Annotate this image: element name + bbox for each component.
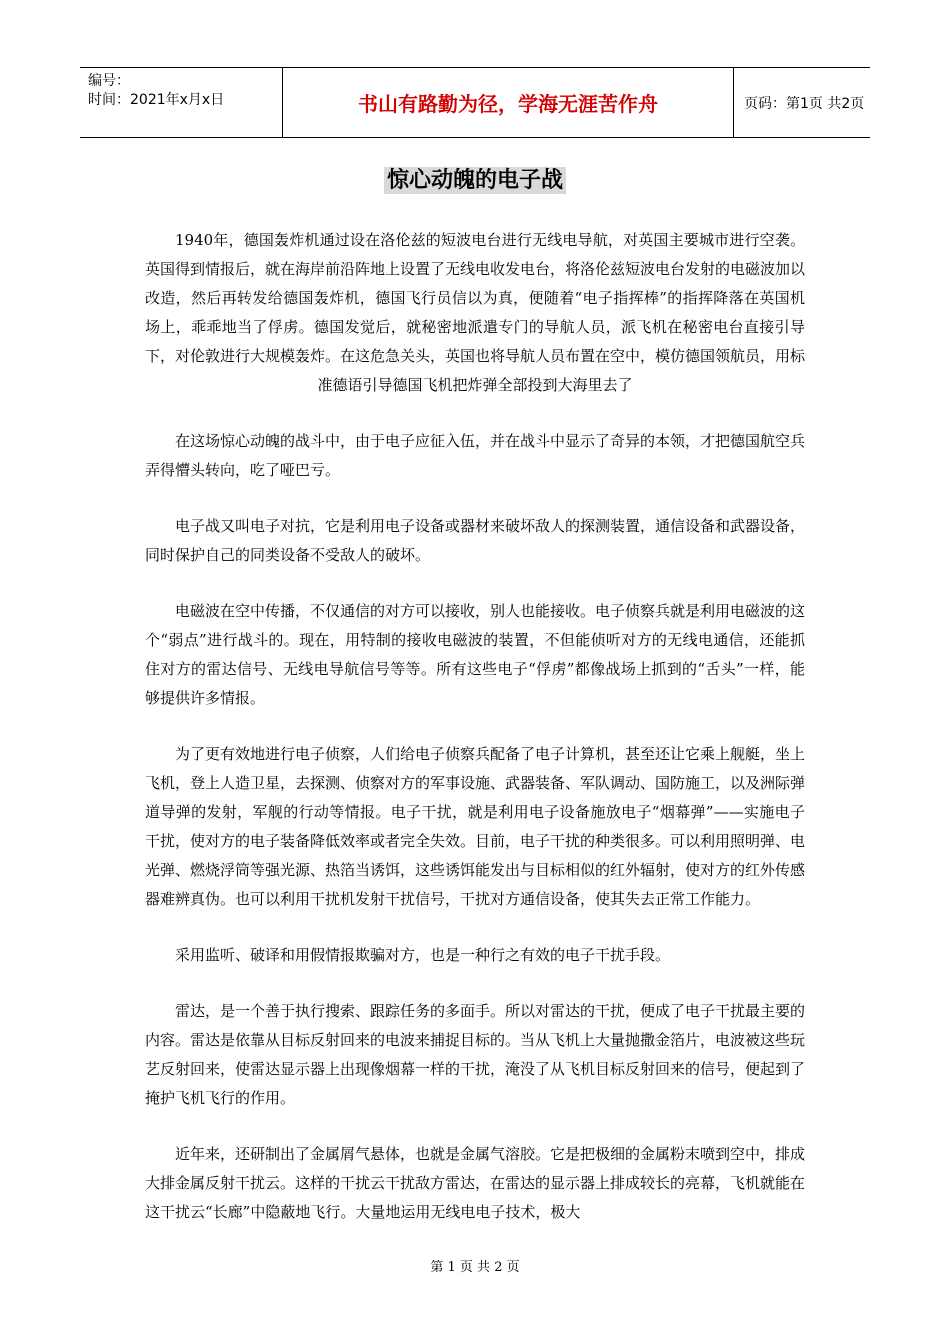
document-body bbox=[145, 226, 805, 1254]
paragraph: 1940年，德国轰炸机通过设在洛伦兹的短波电台进行无线电导航，对英国主要城市进行空袭。英国得到情报后，就在海岸前沿阵地上设置了无线电收发电台，将洛伦兹短波电台发射的电磁波加以改造，然后再转发给德国轰炸机，德国飞行员信以为真，便随着“电子指挥棒”的指挥降落在英国机场上，乖乖地当了俘虏。德国发觉后，就秘密地派遣专门的导航人员，派飞机在秘密电台直接引导下，对伦敦进行大规模轰炸。在这危急关头，英国也将导航人员布置在空中，模仿德国领航员，用标准德语引导德国飞机把炸弹全部投到大海里去了 bbox=[145, 231, 806, 394]
document-title-wrap bbox=[0, 163, 950, 194]
page-header bbox=[80, 67, 870, 138]
paragraph: 采用监听、破译和用假情报欺骗对方，也是一种行之有效的电子干扰手段。 bbox=[175, 946, 671, 964]
document-title: 惊心动魄的电子战 bbox=[384, 167, 566, 194]
document-number-label: 编号： bbox=[88, 73, 130, 89]
header-motto: 书山有路勤为径，学海无涯苦作舟 bbox=[282, 68, 734, 137]
paragraph: 雷达，是一个善于执行搜索、跟踪任务的多面手。所以对雷达的干扰，便成了电子干扰最主要的内容。雷达是依靠从目标反射回来的电波来捕捉目标的。当从飞机上大量抛撒金箔片，电波被这些玩艺反射回来，使雷达显示器上出现像烟幕一样的干扰，淹没了从飞机目标反射回来的信号，便起到了掩护飞机飞行的作用。 bbox=[145, 1002, 806, 1107]
page-footer: 第 1 页 共 2 页 bbox=[430, 1260, 520, 1275]
document-time-label: 时间：2021年x月x日 bbox=[88, 92, 225, 108]
header-meta bbox=[80, 68, 282, 137]
paragraph: 电子战又叫电子对抗，它是利用电子设备或器材来破坏敌人的探测装置，通信设备和武器设备，同时保护自己的同类设备不受敌人的破坏。 bbox=[145, 517, 806, 564]
header-page-info: 页码：第1页 共2页 bbox=[744, 95, 865, 112]
paragraph: 近年来，还研制出了金属屑气悬体，也就是金属气溶胶。它是把极细的金属粉末喷到空中，排成大排金属反射干扰云。这样的干扰云干扰敌方雷达，在雷达的显示器上排成较长的亮幕，飞机就能在这干扰云“长廊”中隐蔽地飞行。大量地运用无线电电子技术，极大 bbox=[145, 1145, 806, 1221]
paragraph: 为了更有效地进行电子侦察，人们给电子侦察兵配备了电子计算机，甚至还让它乘上舰艇，坐上飞机，登上人造卫星，去探测、侦察对方的军事设施、武器装备、军队调动、国防施工，以及洲际弹道导弹的发射，军舰的行动等情报。电子干扰，就是利用电子设备施放电子“烟幕弹”——实施电子干扰，使对方的电子装备降低效率或者完全失效。目前，电子干扰的种类很多。可以利用照明弹、电光弹、燃烧浮筒等强光源、热箔当诱饵，这些诱饵能发出与目标相似的红外辐射，使对方的红外传感器难辨真伪。也可以利用干扰机发射干扰信号，干扰对方通信设备，使其失去正常工作能力。 bbox=[145, 745, 806, 908]
paragraph: 电磁波在空中传播，不仅通信的对方可以接收，别人也能接收。电子侦察兵就是利用电磁波的这个“弱点”进行战斗的。现在，用特制的接收电磁波的装置，不但能侦听对方的无线电通信，还能抓住对方的雷达信号、无线电导航信号等等。所有这些电子“俘虏”都像战场上抓到的“舌头”一样，能够提供许多情报。 bbox=[145, 602, 806, 707]
paragraph: 在这场惊心动魄的战斗中，由于电子应征入伍，并在战斗中显示了奇异的本领，才把德国航空兵弄得懵头转向，吃了哑巴亏。 bbox=[145, 432, 806, 479]
